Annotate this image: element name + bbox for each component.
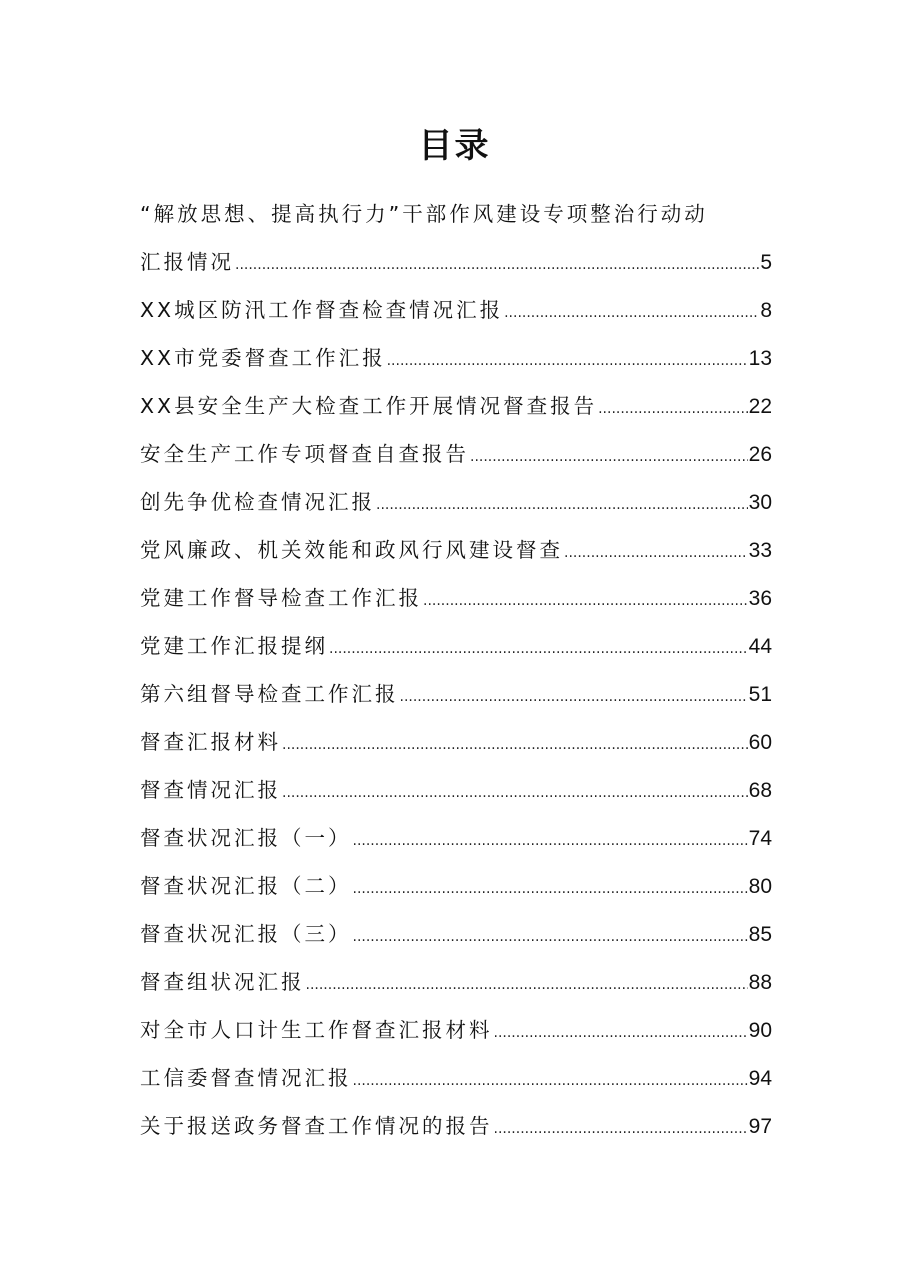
toc-leader-dots [282,721,748,766]
toc-page-number: 8 [760,299,772,322]
toc-entry-text: 第六组督导检查工作汇报 [140,682,399,706]
toc-leader-dots [400,673,748,718]
toc-page-number: 5 [760,251,772,274]
toc-entry-text: 对全市人口计生工作督查汇报材料 [140,1018,493,1042]
toc-leader-dots [423,577,748,622]
toc-page-number: 22 [748,395,772,418]
toc-leader-dots [494,1105,748,1150]
toc-page-number: 74 [748,827,772,850]
toc-entry-text: 督查状况汇报（一） [140,826,352,850]
toc-entry-text: 党建工作督导检查工作汇报 [140,586,422,610]
toc-entry-text: XX县安全生产大检查工作开展情况督查报告 [140,394,598,418]
toc-entry-text-line1: “解放思想、提高执行力”干部作风建设专项整治行动动 [140,202,708,226]
toc-page-number: 88 [748,971,772,994]
toc-page-number: 94 [748,1067,772,1090]
toc-page-number: 85 [748,923,772,946]
toc-entry[interactable] [140,574,772,622]
toc-leader-dots [387,337,748,382]
toc-entry[interactable] [140,862,772,910]
toc-page-number: 30 [748,491,772,514]
toc-page-number: 13 [748,347,772,370]
toc-entry[interactable] [140,430,772,478]
toc-leader-dots [494,1009,748,1054]
toc-page-number: 80 [748,875,772,898]
toc-page-number: 97 [748,1115,772,1138]
toc-leader-dots [282,769,748,814]
toc-page-number: 44 [748,635,772,658]
toc-leader-dots [235,241,759,286]
toc-entry[interactable] [140,1006,772,1054]
toc-entry[interactable] [140,910,772,958]
toc-entry-text: 党风廉政、机关效能和政风行风建设督查 [140,538,563,562]
toc-leader-dots [306,961,748,1006]
toc-entry[interactable] [140,814,772,862]
toc-entry[interactable] [140,718,772,766]
toc-entry[interactable] [140,622,772,670]
toc-entry-text: XX城区防汛工作督查检查情况汇报 [140,298,504,322]
toc-leader-dots [564,529,748,574]
toc-entry[interactable] [140,1054,772,1102]
toc-page-number: 26 [748,443,772,466]
toc-entry-text: 党建工作汇报提纲 [140,634,328,658]
toc-leader-dots [353,865,748,910]
toc-entry[interactable] [140,526,772,574]
toc-page-number: 90 [748,1019,772,1042]
toc-entry[interactable] [140,766,772,814]
toc-leader-dots [504,289,759,334]
toc-entry-text: 关于报送政务督查工作情况的报告 [140,1114,493,1138]
toc-leader-dots [376,481,748,526]
toc-page-number: 33 [748,539,772,562]
toc-entry[interactable] [140,670,772,718]
toc-leader-dots [470,433,748,478]
toc-entry-text: 督查组状况汇报 [140,970,305,994]
toc-page-number: 51 [748,683,772,706]
toc-leader-dots [353,1057,748,1102]
toc-page-number: 36 [748,587,772,610]
toc-page-number: 68 [748,779,772,802]
toc-entry-text: 创先争优检查情况汇报 [140,490,375,514]
toc-entry-text: 汇报情况 [140,250,234,274]
toc-entry-text: 工信委督查情况汇报 [140,1066,352,1090]
toc-entry[interactable] [140,958,772,1006]
toc-entry[interactable] [140,286,772,334]
toc-entry[interactable] [140,1102,772,1150]
toc-entry[interactable] [140,334,772,382]
toc-entry[interactable] [140,478,772,526]
toc-leader-dots [329,625,748,670]
toc-page-number: 60 [748,731,772,754]
toc-list [140,190,772,1150]
toc-entry[interactable] [140,190,772,286]
toc-title: 目录 [418,126,491,166]
toc-entry[interactable] [140,382,772,430]
toc-leader-dots [353,817,748,862]
toc-entry-text: 督查汇报材料 [140,730,281,754]
toc-leader-dots [353,913,748,958]
toc-entry-text: 督查状况汇报（二） [140,874,352,898]
toc-entry-text: 督查状况汇报（三） [140,922,352,946]
toc-entry-text: XX市党委督查工作汇报 [140,346,386,370]
toc-leader-dots [598,385,748,430]
toc-entry-text: 督查情况汇报 [140,778,281,802]
toc-entry-text: 安全生产工作专项督查自查报告 [140,442,469,466]
